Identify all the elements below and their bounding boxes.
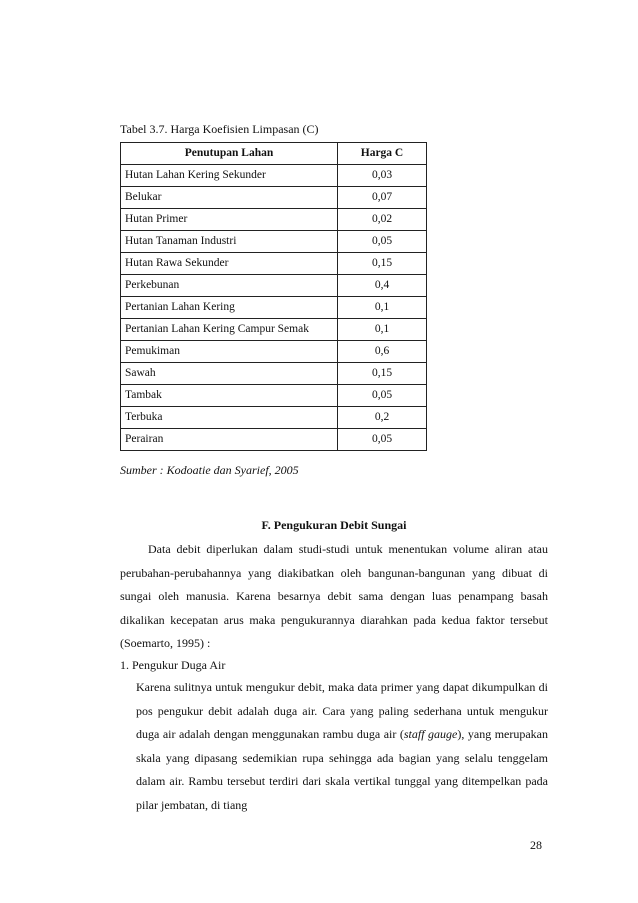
table-row [121, 253, 427, 275]
italic-term: staff gauge [403, 727, 458, 742]
land-cover-cell: Perairan [121, 429, 338, 451]
paragraph-text-end: ), yang merupakan skala yang dipasang sedemikian rupa sehingga ada bagian yang selalu tenggelam dalam air. Rambu tersebut terdiri dari skala vertikal tunggal yang ditempelkan pada pilar jembatan, di tiang [136, 727, 548, 812]
table-row [121, 165, 427, 187]
land-cover-cell: Pertanian Lahan Kering [121, 297, 338, 319]
table-caption: Tabel 3.7. Harga Koefisien Limpasan (C) [120, 122, 319, 136]
land-cover-cell: Belukar [121, 187, 338, 209]
table-row [121, 429, 427, 451]
c-value-cell: 0,4 [338, 275, 427, 297]
c-value-cell: 0,07 [338, 187, 427, 209]
land-cover-cell: Terbuka [121, 407, 338, 429]
land-cover-cell: Tambak [121, 385, 338, 407]
column-header-c-value: Harga C [338, 143, 427, 165]
table-row [121, 319, 427, 341]
table-row [121, 385, 427, 407]
land-cover-cell: Perkebunan [121, 275, 338, 297]
table-row [121, 231, 427, 253]
land-cover-cell: Sawah [121, 363, 338, 385]
c-value-cell: 0,15 [338, 253, 427, 275]
c-value-cell: 0,2 [338, 407, 427, 429]
c-value-cell: 0,03 [338, 165, 427, 187]
table-row [121, 297, 427, 319]
c-value-cell: 0,1 [338, 319, 427, 341]
list-item-title: 1. Pengukur Duga Air [120, 658, 226, 672]
section-heading: F. Pengukuran Debit Sungai [261, 518, 407, 532]
table-row [121, 407, 427, 429]
c-value-cell: 0,1 [338, 297, 427, 319]
land-cover-cell: Hutan Primer [121, 209, 338, 231]
land-cover-cell: Hutan Rawa Sekunder [121, 253, 338, 275]
paragraph-intro: Data debit diperlukan dalam studi-studi untuk menentukan volume aliran atau perubahan-perubahannya yang diakibatkan oleh bangunan-bangunan yang dibuat di sungai oleh manusia. Karena besarnya debit sama dengan luas penampang basah dikalikan kecepatan arus maka pengukurannya diarahkan pada kedua faktor tersebut (Soemarto, 1995) : [120, 542, 548, 651]
land-cover-cell: Pertanian Lahan Kering Campur Semak [121, 319, 338, 341]
paragraph-text-start: Karena sulitnya untuk mengukur debit, maka data primer yang dapat dikumpulkan di pos pengukur debit adalah duga air. Cara yang paling sederhana untuk mengukur duga air adalah dengan menggunakan rambu duga air ( [136, 680, 548, 742]
table-row [121, 363, 427, 385]
runoff-coefficient-table [120, 142, 427, 451]
table-row [121, 209, 427, 231]
c-value-cell: 0,05 [338, 385, 427, 407]
table-row [121, 275, 427, 297]
c-value-cell: 0,05 [338, 231, 427, 253]
column-header-land-cover: Penutupan Lahan [121, 143, 338, 165]
table-row [121, 341, 427, 363]
land-cover-cell: Hutan Tanaman Industri [121, 231, 338, 253]
table-body [121, 165, 427, 451]
table-row [121, 187, 427, 209]
c-value-cell: 0,05 [338, 429, 427, 451]
table-source: Sumber : Kodoatie dan Syarief, 2005 [120, 463, 299, 477]
table-header-row [121, 143, 427, 165]
page-number: 28 [530, 838, 542, 852]
c-value-cell: 0,02 [338, 209, 427, 231]
c-value-cell: 0,6 [338, 341, 427, 363]
c-value-cell: 0,15 [338, 363, 427, 385]
list-item-paragraph [136, 676, 548, 818]
land-cover-cell: Pemukiman [121, 341, 338, 363]
land-cover-cell: Hutan Lahan Kering Sekunder [121, 165, 338, 187]
